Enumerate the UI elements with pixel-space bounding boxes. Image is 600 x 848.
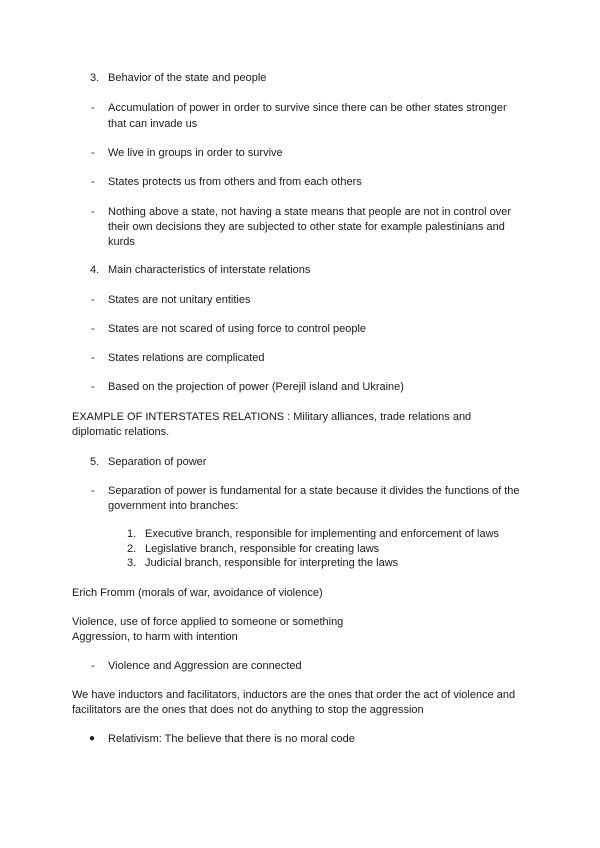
bullet-text: States are not unitary entities — [108, 294, 251, 306]
bullet-marker: - — [91, 176, 95, 188]
section-4-number: 4. — [90, 264, 100, 276]
bullet-text: Based on the projection of power (Perejil island and Ukraine) — [108, 381, 404, 393]
bullet-text: their own decisions they are subjected to other state for example palestinians and — [108, 221, 505, 233]
branch-text: Legislative branch, responsible for creating laws — [145, 543, 380, 555]
bullet-text: Nothing above a state, not having a state means that people are not in control over — [108, 206, 511, 218]
example-text: EXAMPLE OF INTERSTATES RELATIONS : Military alliances, trade relations and — [72, 411, 472, 423]
bullet-marker: - — [91, 660, 95, 672]
bullet-marker: - — [91, 352, 95, 364]
branch-number: 2. — [127, 543, 137, 555]
bullet-marker: - — [91, 102, 95, 114]
branch-text: Executive branch, responsible for implementing and enforcement of laws — [145, 528, 500, 540]
bullet-text: States protects us from others and from each others — [108, 176, 362, 188]
bullet-text: Accumulation of power in order to survive since there can be other states stronger — [108, 102, 507, 114]
section-3-title: Behavior of the state and people — [108, 72, 267, 84]
relativism-text: Relativism: The believe that there is no moral code — [108, 733, 355, 745]
bullet-text: government into branches: — [108, 500, 239, 512]
bullet-dot: ● — [89, 733, 96, 744]
bullet-text: Violence and Aggression are connected — [108, 660, 302, 672]
section-5-number: 5. — [90, 456, 100, 468]
definition-aggression: Aggression, to harm with intention — [72, 631, 238, 643]
bullet-marker: - — [91, 381, 95, 393]
inductors-text: We have inductors and facilitators, inductors are the ones that order the act of violence and — [72, 689, 516, 701]
example-text: diplomatic relations. — [72, 426, 170, 438]
bullet-marker: - — [91, 294, 95, 306]
section-4-title: Main characteristics of interstate relations — [108, 264, 311, 276]
branch-number: 1. — [127, 528, 137, 540]
bullet-marker: - — [91, 485, 95, 497]
bullet-text: States are not scared of using force to control people — [108, 323, 367, 335]
definition-violence: Violence, use of force applied to someone or something — [72, 616, 344, 628]
bullet-text: States relations are complicated — [108, 352, 265, 364]
fromm-heading: Erich Fromm (morals of war, avoidance of violence) — [72, 587, 323, 599]
bullet-marker: - — [91, 147, 95, 159]
bullet-text: kurds — [108, 236, 135, 248]
branch-number: 3. — [127, 557, 137, 569]
bullet-text: Separation of power is fundamental for a state because it divides the functions of the — [108, 485, 520, 497]
section-3-number: 3. — [90, 72, 100, 84]
bullet-marker: - — [91, 323, 95, 335]
bullet-marker: - — [91, 206, 95, 218]
inductors-text: facilitators are the ones that does not do anything to stop the aggression — [72, 704, 424, 716]
bullet-text: We live in groups in order to survive — [108, 147, 283, 159]
branch-text: Judicial branch, responsible for interpreting the laws — [145, 557, 399, 569]
section-5-title: Separation of power — [108, 456, 207, 468]
bullet-text: that can invade us — [108, 118, 198, 130]
